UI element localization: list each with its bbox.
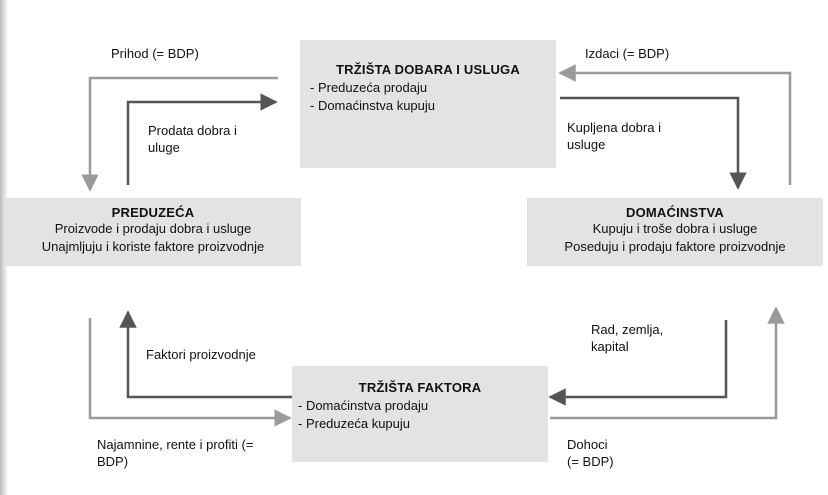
- households-title: DOMAĆINSTVA: [625, 205, 724, 220]
- arrow-wages-rent-profit: [90, 318, 290, 418]
- label-labor-land-capital-line-1: Rad, zemlja,: [591, 322, 664, 337]
- goods-market-box: [300, 40, 556, 168]
- label-factors-of-production: Faktori proizvodnje: [146, 347, 256, 362]
- label-goods-sold: [148, 122, 237, 156]
- label-goods-bought-line-2: usluge: [567, 137, 606, 152]
- label-income: [567, 436, 614, 470]
- label-goods-bought-line-1: Kupljena dobra i: [567, 120, 661, 135]
- goods-market-title: TRŽIŠTA DOBARA I USLUGA: [336, 62, 520, 77]
- label-labor-land-capital: [591, 321, 663, 355]
- label-income-line-1: Dohoci: [567, 437, 608, 452]
- label-spending: Izdaci (= BDP): [585, 46, 670, 61]
- label-goods-bought: [567, 119, 661, 153]
- firms-title: PREDUZEĆA: [111, 205, 195, 220]
- households-box: [527, 198, 823, 266]
- label-revenue: Prihod (= BDP): [111, 46, 199, 61]
- factor-market-line-2: - Preduzeća kupuju: [298, 416, 411, 431]
- firms-box: [5, 198, 301, 266]
- label-goods-sold-line-2: uluge: [148, 140, 180, 155]
- factor-market-line-1: - Domaćinstva prodaju: [298, 398, 429, 413]
- firms-line-1: Proizvode i prodaju dobra i usluge: [54, 221, 252, 236]
- label-wages-rent-profit-line-1: Najamnine, rente i profiti (=: [97, 437, 254, 452]
- label-wages-rent-profit-line-2: BDP): [97, 454, 129, 469]
- factor-market-title: TRŽIŠTA FAKTORA: [358, 380, 482, 395]
- households-line-2: Poseduju i prodaju faktore proizvodnje: [564, 239, 786, 254]
- label-labor-land-capital-line-2: kapital: [591, 339, 629, 354]
- households-line-1: Kupuju i troše dobra i usluge: [592, 221, 758, 236]
- label-income-line-2: (= BDP): [567, 454, 614, 469]
- goods-market-line-2: - Domaćinstva kupuju: [310, 98, 435, 113]
- firms-line-2: Unajmljuju i koriste faktore proizvodnje: [41, 239, 265, 254]
- goods-market-line-1: - Preduzeća prodaju: [310, 80, 428, 95]
- label-wages-rent-profit: [97, 436, 253, 470]
- factor-market-box: [292, 366, 548, 462]
- label-goods-sold-line-1: Prodata dobra i: [148, 123, 237, 138]
